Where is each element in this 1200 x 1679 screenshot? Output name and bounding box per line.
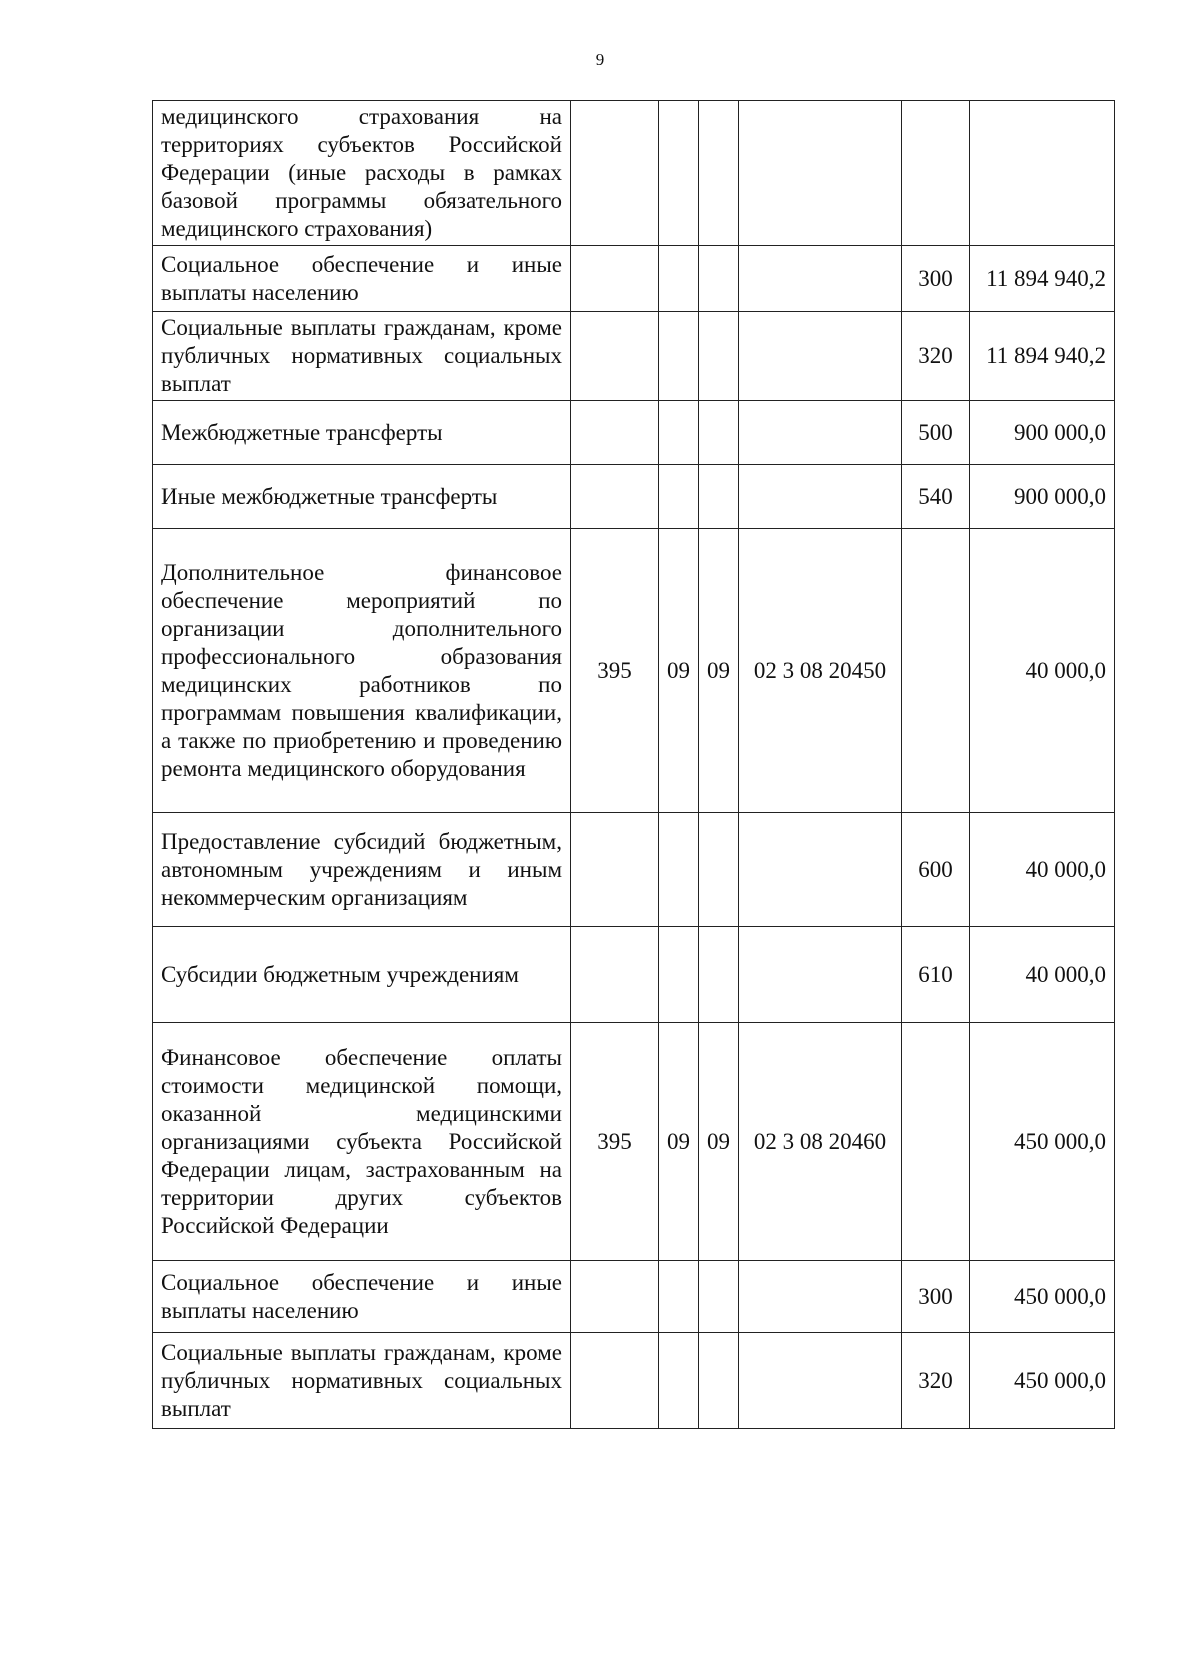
row-csr xyxy=(739,312,902,401)
row-sum: 11 894 940,2 xyxy=(970,312,1115,401)
table-row xyxy=(153,927,1115,1023)
row-csr xyxy=(739,927,902,1023)
row-pr xyxy=(699,101,739,246)
row-rz: 09 xyxy=(659,529,699,813)
row-sum: 40 000,0 xyxy=(970,927,1115,1023)
row-gr xyxy=(571,401,659,465)
row-sum: 450 000,0 xyxy=(970,1261,1115,1333)
row-csr xyxy=(739,101,902,246)
row-gr xyxy=(571,246,659,312)
row-name: Социальное обеспечение и иные выплаты населению xyxy=(153,1261,571,1333)
row-rz xyxy=(659,246,699,312)
row-vr xyxy=(902,1023,970,1261)
table-row xyxy=(153,465,1115,529)
row-pr: 09 xyxy=(699,1023,739,1261)
row-rz xyxy=(659,813,699,927)
row-pr xyxy=(699,312,739,401)
budget-table-body xyxy=(153,101,1115,1429)
row-vr xyxy=(902,529,970,813)
row-pr xyxy=(699,1261,739,1333)
row-rz xyxy=(659,101,699,246)
row-pr xyxy=(699,246,739,312)
table-row xyxy=(153,1261,1115,1333)
row-pr xyxy=(699,927,739,1023)
row-gr xyxy=(571,1261,659,1333)
row-vr: 540 xyxy=(902,465,970,529)
row-name: Социальные выплаты гражданам, кроме публичных нормативных социальных выплат xyxy=(153,312,571,401)
table-row xyxy=(153,813,1115,927)
row-gr xyxy=(571,312,659,401)
row-pr xyxy=(699,813,739,927)
row-name: Предоставление субсидий бюджетным, автономным учреждениям и иным некоммерческим организациям xyxy=(153,813,571,927)
row-sum: 900 000,0 xyxy=(970,465,1115,529)
row-csr xyxy=(739,813,902,927)
row-rz xyxy=(659,401,699,465)
row-rz xyxy=(659,1261,699,1333)
row-csr xyxy=(739,1261,902,1333)
row-gr xyxy=(571,1333,659,1429)
row-csr xyxy=(739,246,902,312)
row-sum: 40 000,0 xyxy=(970,813,1115,927)
row-gr: 395 xyxy=(571,529,659,813)
row-name: Иные межбюджетные трансферты xyxy=(153,465,571,529)
table-row xyxy=(153,1333,1115,1429)
row-csr xyxy=(739,465,902,529)
row-gr xyxy=(571,813,659,927)
budget-table xyxy=(152,100,1115,1429)
row-gr xyxy=(571,927,659,1023)
row-rz xyxy=(659,1333,699,1429)
table-row xyxy=(153,312,1115,401)
row-csr: 02 3 08 20460 xyxy=(739,1023,902,1261)
row-sum: 11 894 940,2 xyxy=(970,246,1115,312)
row-vr: 500 xyxy=(902,401,970,465)
table-row xyxy=(153,401,1115,465)
row-name: Финансовое обеспечение оплаты стоимости медицинской помощи, оказанной медицинскими организациями субъекта Российской Федерации лицам, застрахованным на территории других субъектов Российской Федерации xyxy=(153,1023,571,1261)
page-number: 9 xyxy=(595,50,605,69)
row-name: Субсидии бюджетным учреждениям xyxy=(153,927,571,1023)
row-name: Социальные выплаты гражданам, кроме публичных нормативных социальных выплат xyxy=(153,1333,571,1429)
row-csr xyxy=(739,1333,902,1429)
row-rz xyxy=(659,465,699,529)
row-csr: 02 3 08 20450 xyxy=(739,529,902,813)
row-rz xyxy=(659,927,699,1023)
row-vr: 600 xyxy=(902,813,970,927)
row-rz: 09 xyxy=(659,1023,699,1261)
row-gr xyxy=(571,465,659,529)
row-pr xyxy=(699,1333,739,1429)
row-vr: 300 xyxy=(902,246,970,312)
table-row xyxy=(153,1023,1115,1261)
row-sum: 900 000,0 xyxy=(970,401,1115,465)
row-sum: 450 000,0 xyxy=(970,1333,1115,1429)
row-sum: 40 000,0 xyxy=(970,529,1115,813)
row-sum xyxy=(970,101,1115,246)
row-pr: 09 xyxy=(699,529,739,813)
row-pr xyxy=(699,465,739,529)
table-row xyxy=(153,246,1115,312)
row-vr xyxy=(902,101,970,246)
row-name: Социальное обеспечение и иные выплаты населению xyxy=(153,246,571,312)
row-name: Межбюджетные трансферты xyxy=(153,401,571,465)
row-pr xyxy=(699,401,739,465)
row-vr: 320 xyxy=(902,1333,970,1429)
row-gr: 395 xyxy=(571,1023,659,1261)
row-vr: 610 xyxy=(902,927,970,1023)
table-row xyxy=(153,101,1115,246)
row-rz xyxy=(659,312,699,401)
row-csr xyxy=(739,401,902,465)
row-name: медицинского страхования на территориях субъектов Российской Федерации (иные расходы в рамках базовой программы обязательного медицинского страхования) xyxy=(153,101,571,246)
row-sum: 450 000,0 xyxy=(970,1023,1115,1261)
row-vr: 300 xyxy=(902,1261,970,1333)
table-row xyxy=(153,529,1115,813)
row-vr: 320 xyxy=(902,312,970,401)
row-gr xyxy=(571,101,659,246)
row-name: Дополнительное финансовое обеспечение мероприятий по организации дополнительного профессионального образования медицинских работников по программам повышения квалификации, а также по приобретению и проведению ремонта медицинского оборудования xyxy=(153,529,571,813)
